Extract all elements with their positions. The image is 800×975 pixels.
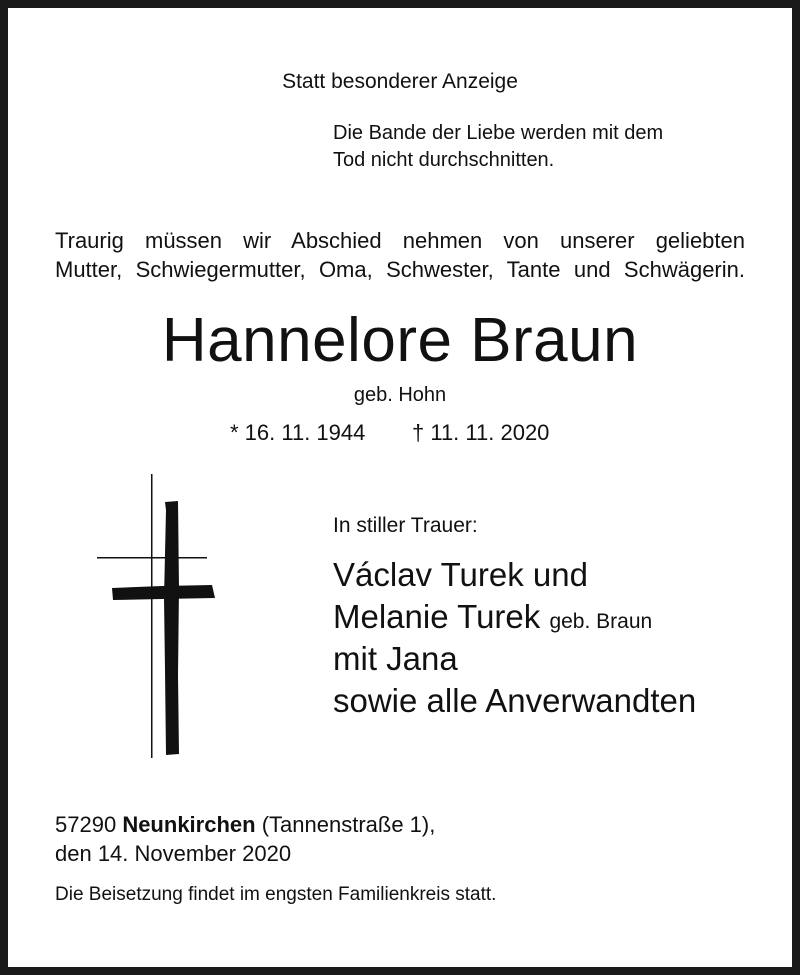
mourner-line-2: [333, 598, 652, 636]
postcode: 57290: [55, 812, 117, 837]
quote-line-2: Tod nicht durchschnitten.: [333, 149, 555, 171]
address-date: den 14. November 2020: [55, 841, 292, 866]
death-date: † 11. 11. 2020: [412, 420, 550, 445]
street: (Tannenstraße 1),: [261, 812, 436, 837]
mourner-line-4: sowie alle Anverwandten: [333, 682, 697, 719]
intro-line-2: Mutter, Schwiegermutter, Oma, Schwester, Tante und Schwägerin.: [55, 257, 745, 282]
cross-icon: [92, 470, 222, 760]
mourner-line-1: Václav Turek und: [333, 556, 588, 593]
mourner-maiden-note: geb. Braun: [549, 610, 653, 633]
mourner-line-3: mit Jana: [333, 640, 458, 677]
address: [55, 810, 435, 868]
quote: [333, 120, 663, 174]
intro-line-1: Traurig müssen wir Abschied nehmen von unserer geliebten: [55, 228, 745, 253]
maiden-name: geb. Hohn: [353, 384, 447, 406]
address-line-1: [55, 810, 435, 839]
mourner-name: Melanie Turek: [333, 598, 541, 635]
deceased-name: Hannelore Braun: [161, 306, 639, 375]
city: Neunkirchen: [122, 812, 256, 837]
quote-line-1: Die Bande der Liebe werden mit dem: [333, 122, 664, 144]
intro-text: [55, 226, 745, 284]
birth-date: * 16. 11. 1944: [230, 420, 366, 445]
mourning-label: In stiller Trauer:: [333, 514, 478, 537]
header-line: Statt besonderer Anzeige: [282, 70, 518, 93]
burial-note: Die Beisetzung findet im engsten Familienkreis statt.: [55, 884, 497, 905]
